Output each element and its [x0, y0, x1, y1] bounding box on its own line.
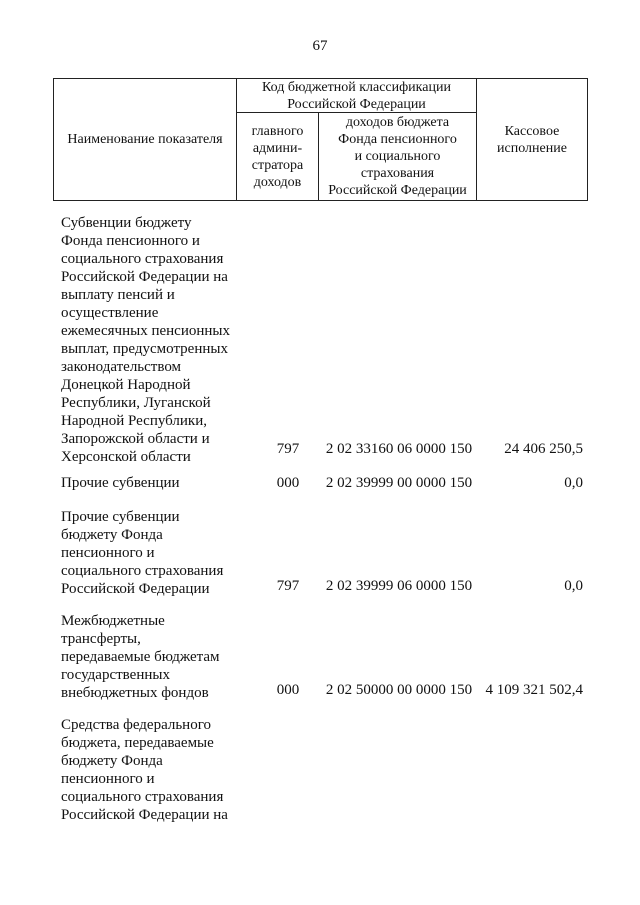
header-col-amount — [477, 79, 587, 200]
header-col-amount-label: Кассовое исполнение — [497, 123, 567, 156]
row-name: Средства федерального бюджета, передаваемые бюджету Фонда пенсионного и социального страхования Российской Федерации на — [61, 717, 228, 823]
header-col-name — [54, 79, 236, 200]
row-admin-code: 000 — [276, 475, 300, 491]
header-col-revenue-label: доходов бюджета Фонда пенсионного и социального страхования Российской Федерации — [328, 115, 467, 198]
row-revenue-code: 2 02 39999 00 0000 150 — [325, 475, 473, 491]
row-amount: 4 109 321 502,4 — [485, 682, 583, 698]
header-col-admin-label: главного админи- стратора доходов — [251, 123, 304, 190]
header-bottom-border — [53, 200, 588, 201]
row-name: Субвенции бюджету Фонда пенсионного и социального страхования Российской Федерации на выплату пенсий и осуществление ежемесячных пенсионных выплат, предусмотренных законодательством Донецкой Народной Республики, Луганской Народной Республики, Запорожской области и Херсонской области — [61, 215, 230, 465]
row-name: Прочие субвенции — [61, 475, 180, 491]
row-revenue-code: 2 02 50000 00 0000 150 — [325, 682, 473, 698]
header-group-title-label: Код бюджетной классификации Российской Федерации — [262, 79, 451, 112]
header-col-revenue — [319, 113, 476, 200]
header-group-title — [237, 79, 476, 112]
row-admin-code: 797 — [276, 578, 300, 594]
row-admin-code: 000 — [276, 682, 300, 698]
row-name: Межбюджетные трансферты, передаваемые бюджетам государственных внебюджетных фондов — [61, 613, 220, 701]
header-right-border — [587, 78, 588, 201]
header-col-name-label: Наименование показателя — [67, 132, 223, 147]
row-amount: 0,0 — [564, 475, 583, 491]
row-amount: 0,0 — [564, 578, 583, 594]
header-col-admin — [237, 113, 318, 200]
row-revenue-code: 2 02 33160 06 0000 150 — [325, 441, 473, 457]
page-number: 67 — [312, 38, 328, 54]
row-name: Прочие субвенции бюджету Фонда пенсионного и социального страхования Российской Федерации — [61, 509, 224, 597]
row-amount: 24 406 250,5 — [504, 441, 583, 457]
row-revenue-code: 2 02 39999 06 0000 150 — [325, 578, 473, 594]
row-admin-code: 797 — [276, 441, 300, 457]
